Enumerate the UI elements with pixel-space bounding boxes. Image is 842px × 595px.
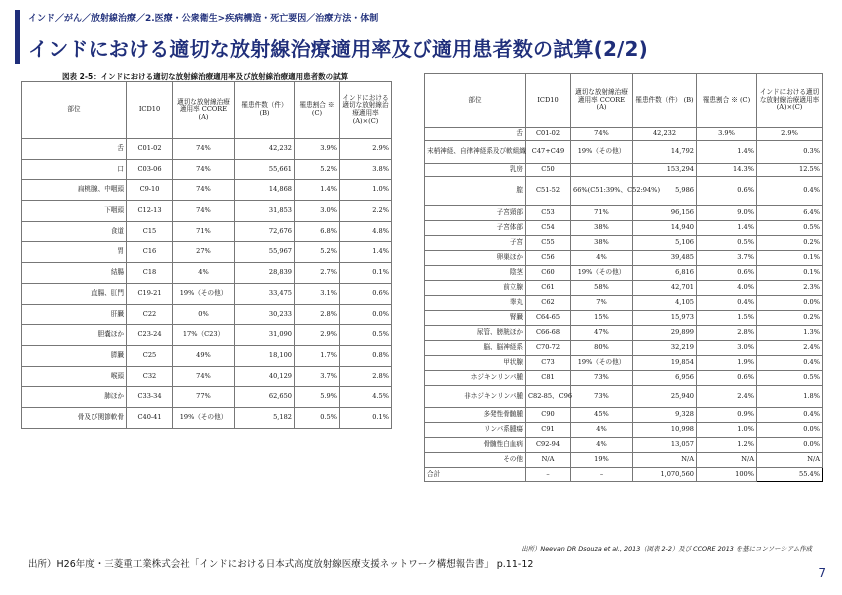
cell-rate: 19% [571,453,633,468]
page-number: 7 [818,566,826,580]
table-row [22,366,392,387]
cell-site: 合計 [425,468,526,482]
cell-share: 2.7% [295,263,340,284]
cell-site: 卵巣ほか [425,251,526,266]
cell-share: 0.5% [697,236,757,251]
table-row [22,304,392,325]
cell-rate: 66%(C51:39%、C52:94%) [571,177,633,206]
cell-cases: 25,940 [633,386,697,408]
cell-icd: C90 [526,408,571,423]
cell-share: 1.5% [697,311,757,326]
cell-icd: C25 [127,345,173,366]
cell-applied: 0.4% [757,356,823,371]
cell-share: 1.4% [697,221,757,236]
cell-site: 胃 [22,242,127,263]
cell-rate: 27% [173,242,235,263]
cell-share: 0.6% [697,177,757,206]
cell-applied: 0.6% [340,283,392,304]
table-row [22,180,392,201]
cell-rate: 74% [173,201,235,222]
page-title: インドにおける適切な放射線治療適用率及び適用患者数の試算(2/2) [28,37,649,61]
cell-rate: 77% [173,387,235,408]
table-row [425,408,823,423]
cell-rate: – [571,468,633,482]
cell-rate: 45% [571,408,633,423]
cell-icd: C64-65 [526,311,571,326]
cell-applied: 0.3% [757,141,823,164]
col-header-share: 罹患割合 ※ (C) [295,82,340,139]
cell-site: ホジキンリンパ腫 [425,371,526,386]
left-data-table [21,81,392,429]
cell-cases: 42,232 [235,139,295,160]
cell-rate: 73% [571,386,633,408]
cell-share: N/A [697,453,757,468]
title-accent-bar [15,10,20,64]
table-row [425,386,823,408]
cell-cases: 5,182 [235,407,295,428]
cell-icd: C70-72 [526,341,571,356]
cell-icd: C54 [526,221,571,236]
cell-cases: 9,328 [633,408,697,423]
cell-site: 直腸、肛門 [22,283,127,304]
table-row [22,325,392,346]
cell-cases: 10,998 [633,423,697,438]
cell-site: 陰茎 [425,266,526,281]
cell-share: 3.9% [295,139,340,160]
table-row [425,371,823,386]
cell-cases: 31,090 [235,325,295,346]
col-header-site: 部位 [425,74,526,128]
cell-share: 3.0% [295,201,340,222]
cell-site: 骨及び関節軟骨 [22,407,127,428]
cell-rate: 74% [173,180,235,201]
cell-share: 0.4% [697,296,757,311]
cell-icd: C47+C49 [526,141,571,164]
cell-cases: 19,854 [633,356,697,371]
cell-rate: 74% [173,366,235,387]
cell-rate: 71% [571,206,633,221]
cell-cases: 1,070,560 [633,468,697,482]
cell-site: 口 [22,159,127,180]
cell-icd: C73 [526,356,571,371]
cell-rate: 7% [571,296,633,311]
cell-applied: 2.9% [757,128,823,141]
table-row [425,221,823,236]
cell-applied: 2.3% [757,281,823,296]
cell-rate: 47% [571,326,633,341]
cell-share: 0.6% [697,266,757,281]
cell-share: 0.6% [697,371,757,386]
cell-applied: 1.3% [757,326,823,341]
carry-over-row [425,128,823,141]
col-header-icd: ICD10 [526,74,571,128]
cell-site: 舌 [22,139,127,160]
cell-cases: 42,232 [633,128,697,141]
cell-cases: 72,676 [235,221,295,242]
cell-cases: 55,967 [235,242,295,263]
cell-applied: 0.1% [340,263,392,284]
table-row [22,407,392,428]
col-header-icd: ICD10 [127,82,173,139]
cell-site: 睾丸 [425,296,526,311]
table-row [425,251,823,266]
cell-share: 14.3% [697,164,757,177]
cell-applied: 1.4% [340,242,392,263]
left-table-body [22,139,392,429]
table-row [22,139,392,160]
cell-cases: 15,973 [633,311,697,326]
cell-icd: C61 [526,281,571,296]
cell-icd: C56 [526,251,571,266]
cell-cases: 6,956 [633,371,697,386]
cell-icd: C19-21 [127,283,173,304]
cell-rate: 38% [571,236,633,251]
cell-applied: 1.0% [340,180,392,201]
table-row [22,201,392,222]
cell-cases: 14,940 [633,221,697,236]
cell-rate: 58% [571,281,633,296]
table-row [22,283,392,304]
cell-rate: 4% [173,263,235,284]
cell-site: 尿管、膀胱ほか [425,326,526,341]
cell-icd: C15 [127,221,173,242]
cell-rate: 0% [173,304,235,325]
cell-rate: 19%（その他） [173,283,235,304]
cell-rate: 4% [571,438,633,453]
cell-share: 1.9% [697,356,757,371]
cell-share: 2.4% [697,386,757,408]
cell-icd: C62 [526,296,571,311]
cell-icd: C91 [526,423,571,438]
col-header-cases: 罹患件数（件） (B) [633,74,697,128]
cell-cases: N/A [633,453,697,468]
cell-cases: 62,650 [235,387,295,408]
cell-site: 結腸 [22,263,127,284]
cell-icd: C60 [526,266,571,281]
cell-cases: 55,661 [235,159,295,180]
cell-site: 喉頭 [22,366,127,387]
col-header-rate: 適切な放射線治療適用率 CCORE (A) [571,74,633,128]
table-row [425,311,823,326]
cell-cases: 31,853 [235,201,295,222]
table-row [425,423,823,438]
table-row [22,242,392,263]
cell-share: 0.9% [697,408,757,423]
total-row [425,468,823,482]
cell-applied: 0.1% [757,266,823,281]
table-row [425,438,823,453]
cell-applied: 1.8% [757,386,823,408]
cell-cases: 96,156 [633,206,697,221]
cell-applied: 0.0% [757,296,823,311]
cell-site: 子宮 [425,236,526,251]
col-header-share: 罹患割合 ※ (C) [697,74,757,128]
cell-rate: 73% [571,371,633,386]
table-row [425,296,823,311]
cell-applied: 0.8% [340,345,392,366]
cell-applied-total: 55.4% [757,468,823,482]
cell-icd: C66-68 [526,326,571,341]
cell-site: 骨髄性白血病 [425,438,526,453]
cell-rate: 4% [571,423,633,438]
cell-site: 甲状腺 [425,356,526,371]
cell-applied: 0.0% [340,304,392,325]
cell-rate: 38% [571,221,633,236]
table-row [425,266,823,281]
cell-icd: – [526,468,571,482]
table-row [425,453,823,468]
col-header-rate: 適切な放射線治療適用率 CCORE (A) [173,82,235,139]
cell-site: 胆嚢ほか [22,325,127,346]
cell-share: 3.1% [295,283,340,304]
cell-icd: C33-34 [127,387,173,408]
cell-rate: 74% [173,159,235,180]
cell-icd: C01-02 [526,128,571,141]
cell-share: 3.0% [697,341,757,356]
cell-applied: 0.5% [757,221,823,236]
cell-site: 前立腺 [425,281,526,296]
table-row [22,345,392,366]
cell-applied: 3.8% [340,159,392,180]
breadcrumb: インド／がん／放射線治療／2.医療・公衆衛生>疾病構造・死亡要因／治療方法・体制 [28,14,379,24]
cell-share: 1.2% [697,438,757,453]
cell-cases: 32,219 [633,341,697,356]
table-row [22,387,392,408]
cell-site: 子宮頸部 [425,206,526,221]
cell-applied: 6.4% [757,206,823,221]
cell-icd: C92-94 [526,438,571,453]
cell-cases: 33,475 [235,283,295,304]
cell-rate: 19%（その他） [571,141,633,164]
cell-icd: C32 [127,366,173,387]
cell-applied: 0.4% [757,177,823,206]
cell-applied: 0.1% [757,251,823,266]
table-row [425,236,823,251]
cell-site: 腎臓 [425,311,526,326]
cell-share: 5.9% [295,387,340,408]
cell-share: 3.7% [697,251,757,266]
cell-share: 5.2% [295,159,340,180]
cell-rate: 80% [571,341,633,356]
cell-icd: C16 [127,242,173,263]
cell-icd: C03-06 [127,159,173,180]
table-row [425,141,823,164]
cell-site: 乳房 [425,164,526,177]
cell-icd: C50 [526,164,571,177]
table-header-row [22,82,392,139]
cell-rate: 19%（その他） [173,407,235,428]
col-header-applied: インドにおける適切な放射線治療適用率 (A)×(C) [757,74,823,128]
cell-share: 4.0% [697,281,757,296]
cell-icd: C23-24 [127,325,173,346]
cell-site: 末梢神経、自律神経系及び軟組織 [425,141,526,164]
cell-applied: 4.8% [340,221,392,242]
table-row [425,281,823,296]
cell-share: 2.9% [295,325,340,346]
cell-icd: C53 [526,206,571,221]
cell-icd: C01-02 [127,139,173,160]
cell-rate: 71% [173,221,235,242]
cell-share: 2.8% [295,304,340,325]
cell-site: リンパ系腫瘍 [425,423,526,438]
table-header-row [425,74,823,128]
cell-rate: 4% [571,251,633,266]
cell-cases: 29,899 [633,326,697,341]
cell-cases: 40,129 [235,366,295,387]
cell-applied: 0.2% [757,236,823,251]
cell-applied: 4.5% [340,387,392,408]
cell-icd: C40-41 [127,407,173,428]
cell-cases: 18,100 [235,345,295,366]
cell-share: 2.8% [697,326,757,341]
cell-site: 扁桃腺、中咽頭 [22,180,127,201]
cell-share: 3.9% [697,128,757,141]
cell-site: その他 [425,453,526,468]
cell-icd: C18 [127,263,173,284]
cell-share: 1.0% [697,423,757,438]
cell-rate: 74% [173,139,235,160]
cell-applied: 0.0% [757,438,823,453]
cell-icd: C12-13 [127,201,173,222]
cell-icd: C22 [127,304,173,325]
right-table-body [425,141,823,468]
cell-applied: 2.2% [340,201,392,222]
cell-cases: 42,701 [633,281,697,296]
table-row [425,177,823,206]
col-header-applied: インドにおける適切な放射線治療適用率 (A)×(C) [340,82,392,139]
cell-cases: 5,106 [633,236,697,251]
footer-source: 出所）H26年度・三菱重工業株式会社「インドにおける日本式高度放射線医療支援ネットワーク構想報告書」 p.11-12 [28,559,534,570]
table-row [425,341,823,356]
cell-site: 食道 [22,221,127,242]
cell-applied: N/A [757,453,823,468]
cell-applied: 0.5% [757,371,823,386]
table-row [22,159,392,180]
cell-cases: 6,816 [633,266,697,281]
cell-site: 子宮体部 [425,221,526,236]
col-header-cases: 罹患件数（件） (B) [235,82,295,139]
cell-site: 舌 [425,128,526,141]
cell-rate: 49% [173,345,235,366]
cell-share: 5.2% [295,242,340,263]
cell-cases: 28,839 [235,263,295,284]
cell-applied: 2.8% [340,366,392,387]
cell-cases: 30,233 [235,304,295,325]
cell-icd: C82-85、C96 [526,386,571,408]
cell-rate: 17%（C23） [173,325,235,346]
cell-share: 6.8% [295,221,340,242]
cell-rate: 19%（その他） [571,356,633,371]
col-header-site: 部位 [22,82,127,139]
cell-site: 多発性骨髄腫 [425,408,526,423]
table-row [425,164,823,177]
figure-source-note: 出所）Neevan DR Dsouza et al., 2013（図表 2-2）及び CCORE 2013 を基にコンソーシアム作成 [521,545,812,553]
cell-site: 肝臓 [22,304,127,325]
cell-share: 1.4% [697,141,757,164]
cell-cases: 14,868 [235,180,295,201]
table-row [425,326,823,341]
cell-applied: 2.9% [340,139,392,160]
cell-rate: 15% [571,311,633,326]
cell-icd: C9-10 [127,180,173,201]
cell-applied: 0.1% [340,407,392,428]
cell-cases: 4,105 [633,296,697,311]
cell-site: 脳、脳神経系 [425,341,526,356]
right-data-table [424,73,823,482]
cell-applied: 2.4% [757,341,823,356]
cell-site: 肺ほか [22,387,127,408]
cell-share: 1.4% [295,180,340,201]
cell-rate [571,164,633,177]
cell-share: 100% [697,468,757,482]
table-row [22,263,392,284]
cell-share: 1.7% [295,345,340,366]
cell-icd: C55 [526,236,571,251]
cell-cases: 13,057 [633,438,697,453]
cell-applied: 12.5% [757,164,823,177]
cell-applied: 0.2% [757,311,823,326]
cell-icd: C51-52 [526,177,571,206]
cell-site: 下咽頭 [22,201,127,222]
cell-rate: 19%（その他） [571,266,633,281]
cell-share: 3.7% [295,366,340,387]
cell-share: 0.5% [295,407,340,428]
cell-applied: 0.0% [757,423,823,438]
cell-cases: 5,986 [633,177,697,206]
cell-cases: 39,485 [633,251,697,266]
cell-site: 膣 [425,177,526,206]
cell-applied: 0.5% [340,325,392,346]
cell-share: 9.0% [697,206,757,221]
cell-icd: N/A [526,453,571,468]
cell-applied: 0.4% [757,408,823,423]
table-row [425,356,823,371]
cell-site: 膵臓 [22,345,127,366]
cell-cases: 14,792 [633,141,697,164]
table-row [425,206,823,221]
cell-cases: 153,294 [633,164,697,177]
table-row [22,221,392,242]
cell-icd: C81 [526,371,571,386]
figure-caption: 図表 2-5：インドにおける適切な放射線治療適用率及び放射線治療適用患者数の試算 [62,72,349,81]
cell-site: 非ホジキンリンパ腫 [425,386,526,408]
cell-rate: 74% [571,128,633,141]
